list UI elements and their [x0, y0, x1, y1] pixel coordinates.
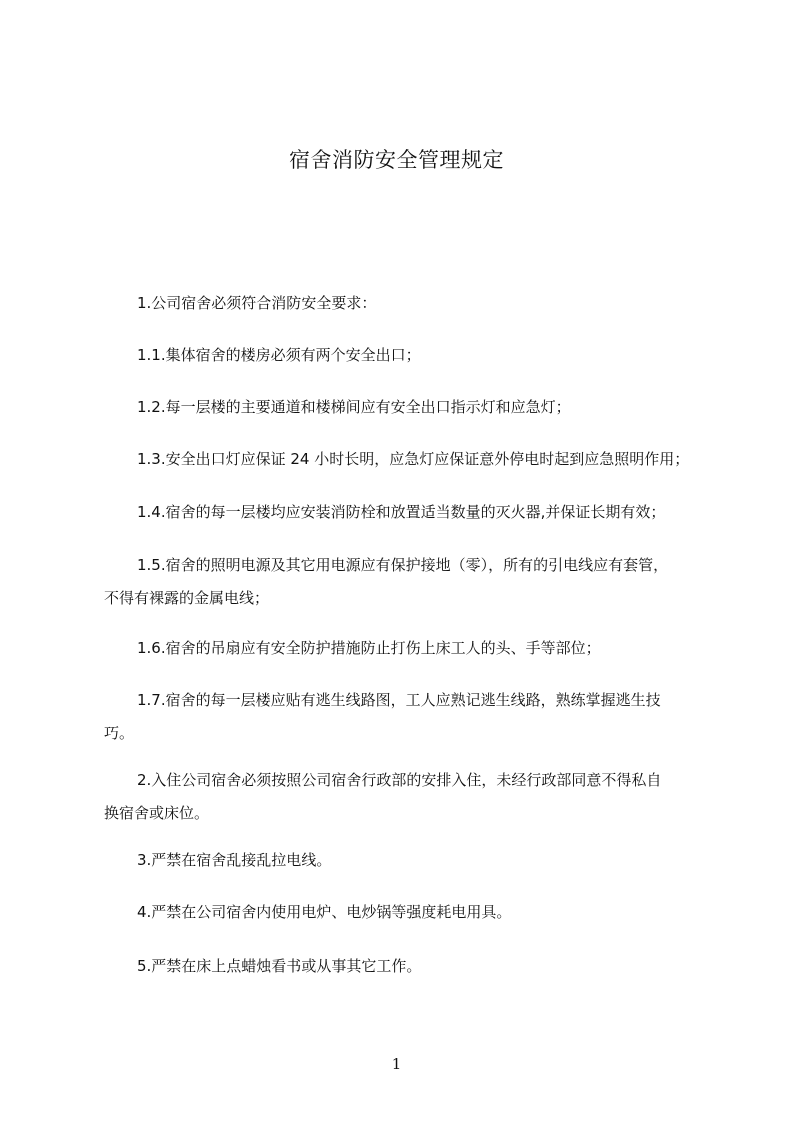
paragraph-1: [104, 287, 709, 320]
paragraph-line: 1.3.安全出口灯应保证 24 小时长明，应急灯应保证意外停电时起到应急照明作用；: [137, 450, 690, 468]
paragraph-line: 1.7.宿舍的每一层楼应贴有逃生线路图，工人应熟记逃生线路，熟练掌握逃生技: [137, 691, 661, 709]
document-title: 宿舍消防安全管理规定: [289, 148, 504, 172]
paragraph-line: 4.严禁在公司宿舍内使用电炉、电炒锅等强度耗电用具。: [137, 903, 512, 921]
paragraph-5: [104, 950, 709, 983]
paragraph-line: 1.1.集体宿舍的楼房必须有两个安全出口；: [137, 346, 421, 364]
paragraph-line: 2.入住公司宿舍必须按照公司宿舍行政部的安排入住，未经行政部同意不得私自: [137, 771, 662, 789]
paragraph-line: 1.5.宿舍的照明电源及其它用电源应有保护接地（零），所有的引电线应有套管，: [137, 556, 669, 574]
paragraph-3: [104, 844, 709, 877]
paragraph-line: 5.严禁在床上点蜡烛看书或从事其它工作。: [137, 957, 422, 975]
paragraph-4: [104, 896, 709, 929]
paragraph-line: 不得有裸露的金属电线；: [104, 589, 270, 607]
paragraph-1-4: [104, 496, 724, 529]
paragraph-line: 3.严禁在宿舍乱接乱拉电线。: [137, 851, 332, 869]
paragraph-line: 1.公司宿舍必须符合消防安全要求：: [137, 294, 377, 312]
paragraph-line: 巧。: [104, 724, 135, 742]
paragraph-1-3: [104, 443, 724, 476]
paragraph-line: 1.2.每一层楼的主要通道和楼梯间应有安全出口指示灯和应急灯；: [137, 398, 571, 416]
paragraph-2: [104, 764, 709, 830]
paragraph-1-2: [104, 391, 709, 424]
paragraph-line: 1.4.宿舍的每一层楼均应安装消防栓和放置适当数量的灭火器,并保证长期有效；: [137, 503, 666, 521]
paragraph-1-7: [104, 684, 709, 750]
page-number: 1: [391, 1055, 402, 1073]
paragraph-line: 1.6.宿舍的吊扇应有安全防护措施防止打伤上床工人的头、手等部位；: [137, 639, 601, 657]
paragraph-1-5: [104, 549, 709, 615]
paragraph-1-6: [104, 632, 709, 665]
paragraph-line: 换宿舍或床位。: [104, 804, 210, 822]
paragraph-1-1: [104, 339, 709, 372]
